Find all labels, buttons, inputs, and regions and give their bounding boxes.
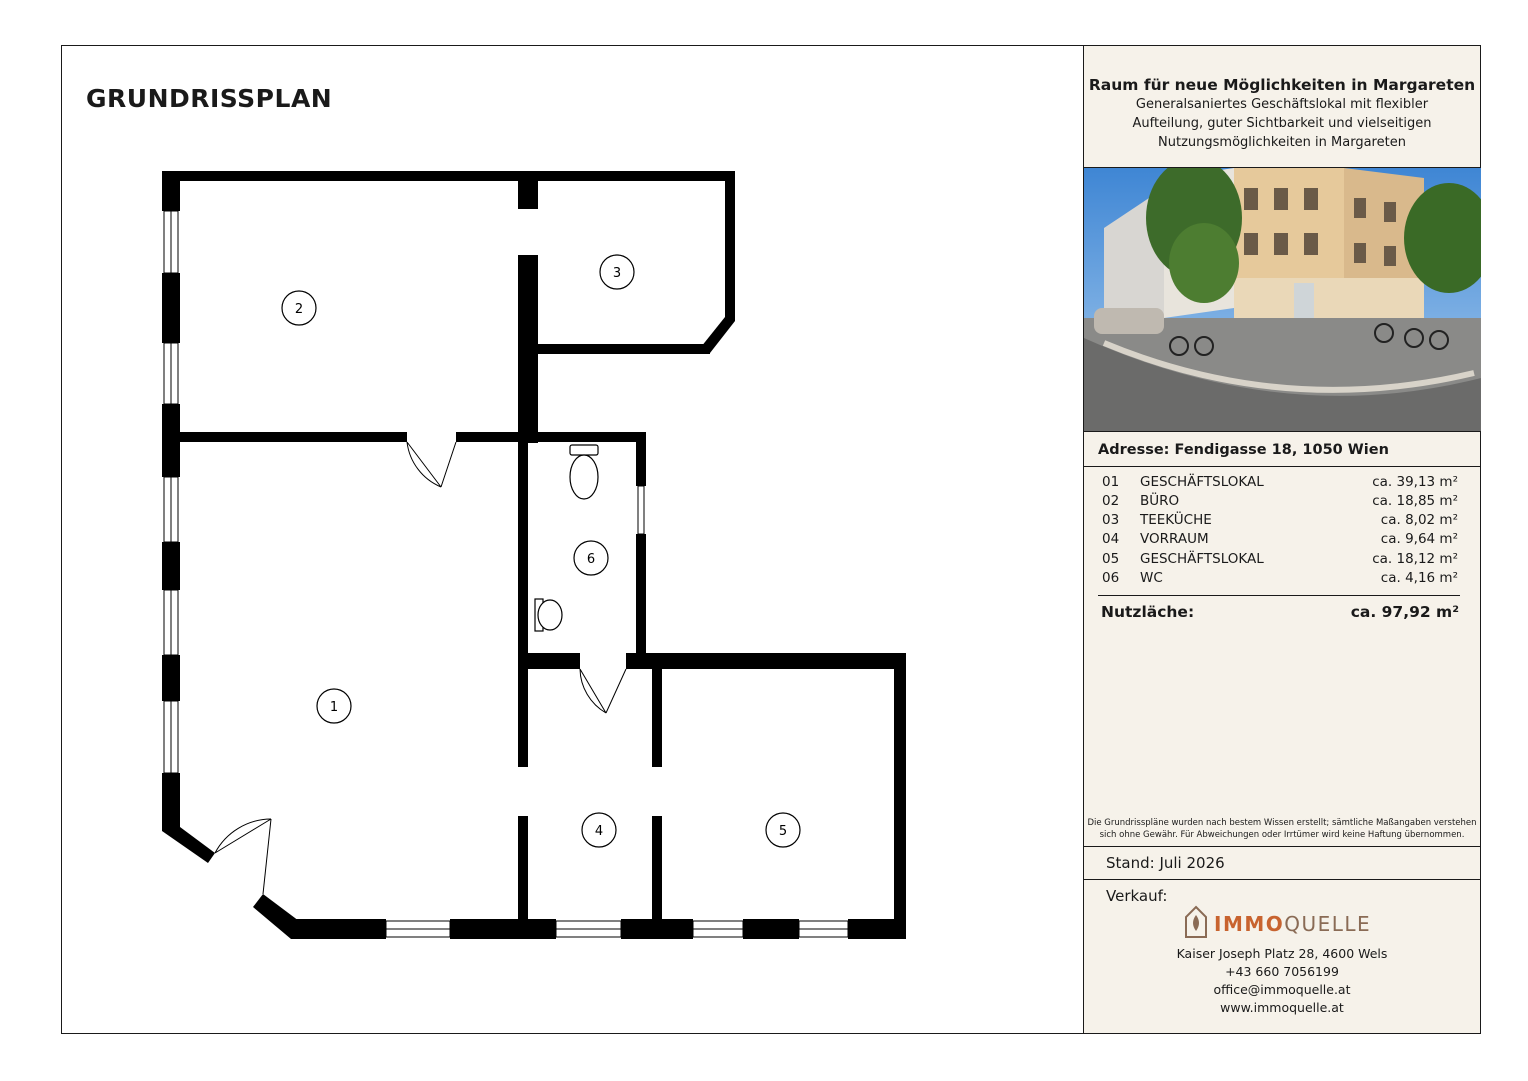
listing-subtitle-line: Aufteilung, guter Sichtbarkeit und vielseitigen [1132, 116, 1432, 131]
room-area: ca. 8,02 m² [1380, 512, 1458, 528]
room-list-item [1102, 570, 1458, 589]
listing-subtitle-line: Generalsaniertes Geschäftslokal mit flexibler [1135, 97, 1429, 112]
total-area-label: Nutzläche: [1101, 603, 1195, 621]
room-list-item [1102, 531, 1458, 550]
company-phone[interactable]: +43 660 7056199 [1225, 964, 1339, 979]
room-list-item [1102, 512, 1458, 531]
room-label-1: 1 [329, 700, 339, 715]
divider [1084, 879, 1481, 880]
divider [1084, 466, 1481, 467]
room-list-item [1102, 474, 1458, 493]
floor-plan-area [62, 46, 1083, 1033]
divider [1084, 846, 1481, 847]
room-label-5: 5 [778, 824, 788, 839]
room-area: ca. 9,64 m² [1380, 531, 1458, 547]
logo-part-2: QUELLE [1284, 912, 1372, 936]
room-list-item [1102, 551, 1458, 570]
page-frame [61, 45, 1481, 1034]
disclaimer [1084, 817, 1480, 841]
room-name: TEEKÜCHE [1140, 512, 1212, 528]
listing-title: Raum für neue Möglichkeiten in Margareten [1088, 76, 1476, 94]
room-label-4: 4 [594, 824, 604, 839]
room-area: ca. 4,16 m² [1380, 570, 1458, 586]
info-panel [1083, 46, 1480, 1033]
company-address: Kaiser Joseph Platz 28, 4600 Wels [1176, 946, 1388, 961]
total-area-value: ca. 97,92 m² [1350, 603, 1459, 621]
room-number: 04 [1102, 531, 1120, 547]
room-name: GESCHÄFTSLOKAL [1140, 551, 1264, 567]
room-label-6: 6 [586, 552, 596, 567]
logo-part-1: IMMO [1214, 912, 1285, 936]
room-number: 03 [1102, 512, 1120, 528]
room-name: GESCHÄFTSLOKAL [1140, 474, 1264, 490]
divider [1098, 595, 1460, 596]
listing-subtitle-line: Nutzungsmöglichkeiten in Margareten [1158, 135, 1406, 150]
disclaimer-line: Die Grundrisspläne wurden nach bestem Wissen erstellt; sämtliche Maßangaben verstehen [1087, 818, 1477, 828]
room-name: WC [1140, 570, 1163, 586]
building-photo [1084, 167, 1481, 432]
room-name: VORRAUM [1140, 531, 1209, 547]
room-number: 01 [1102, 474, 1120, 490]
page-title: GRUNDRISSPLAN [86, 84, 333, 113]
room-area: ca. 39,13 m² [1372, 474, 1458, 490]
sales-label: Verkauf: [1106, 887, 1168, 905]
room-label-2: 2 [294, 302, 304, 317]
room-number: 05 [1102, 551, 1120, 567]
room-number: 02 [1102, 493, 1120, 509]
status-date: Stand: Juli 2026 [1106, 854, 1225, 872]
house-drop-icon [1184, 905, 1208, 939]
room-area: ca. 18,85 m² [1372, 493, 1458, 509]
room-list-item [1102, 493, 1458, 512]
company-name [1214, 912, 1371, 936]
company-website[interactable]: www.immoquelle.at [1220, 1000, 1344, 1015]
room-label-3: 3 [612, 266, 622, 281]
room-name: BÜRO [1140, 493, 1180, 509]
disclaimer-line: sich ohne Gewähr. Für Abweichungen oder Irrtümer wird keine Haftung übernommen. [1099, 830, 1465, 840]
room-number: 06 [1102, 570, 1120, 586]
floor-plan-drawing [1, 1, 1083, 1081]
room-area: ca. 18,12 m² [1372, 551, 1458, 567]
company-logo [1184, 905, 1384, 941]
company-email[interactable]: office@immoquelle.at [1213, 982, 1351, 997]
property-address: Adresse: Fendigasse 18, 1050 Wien [1098, 442, 1389, 458]
